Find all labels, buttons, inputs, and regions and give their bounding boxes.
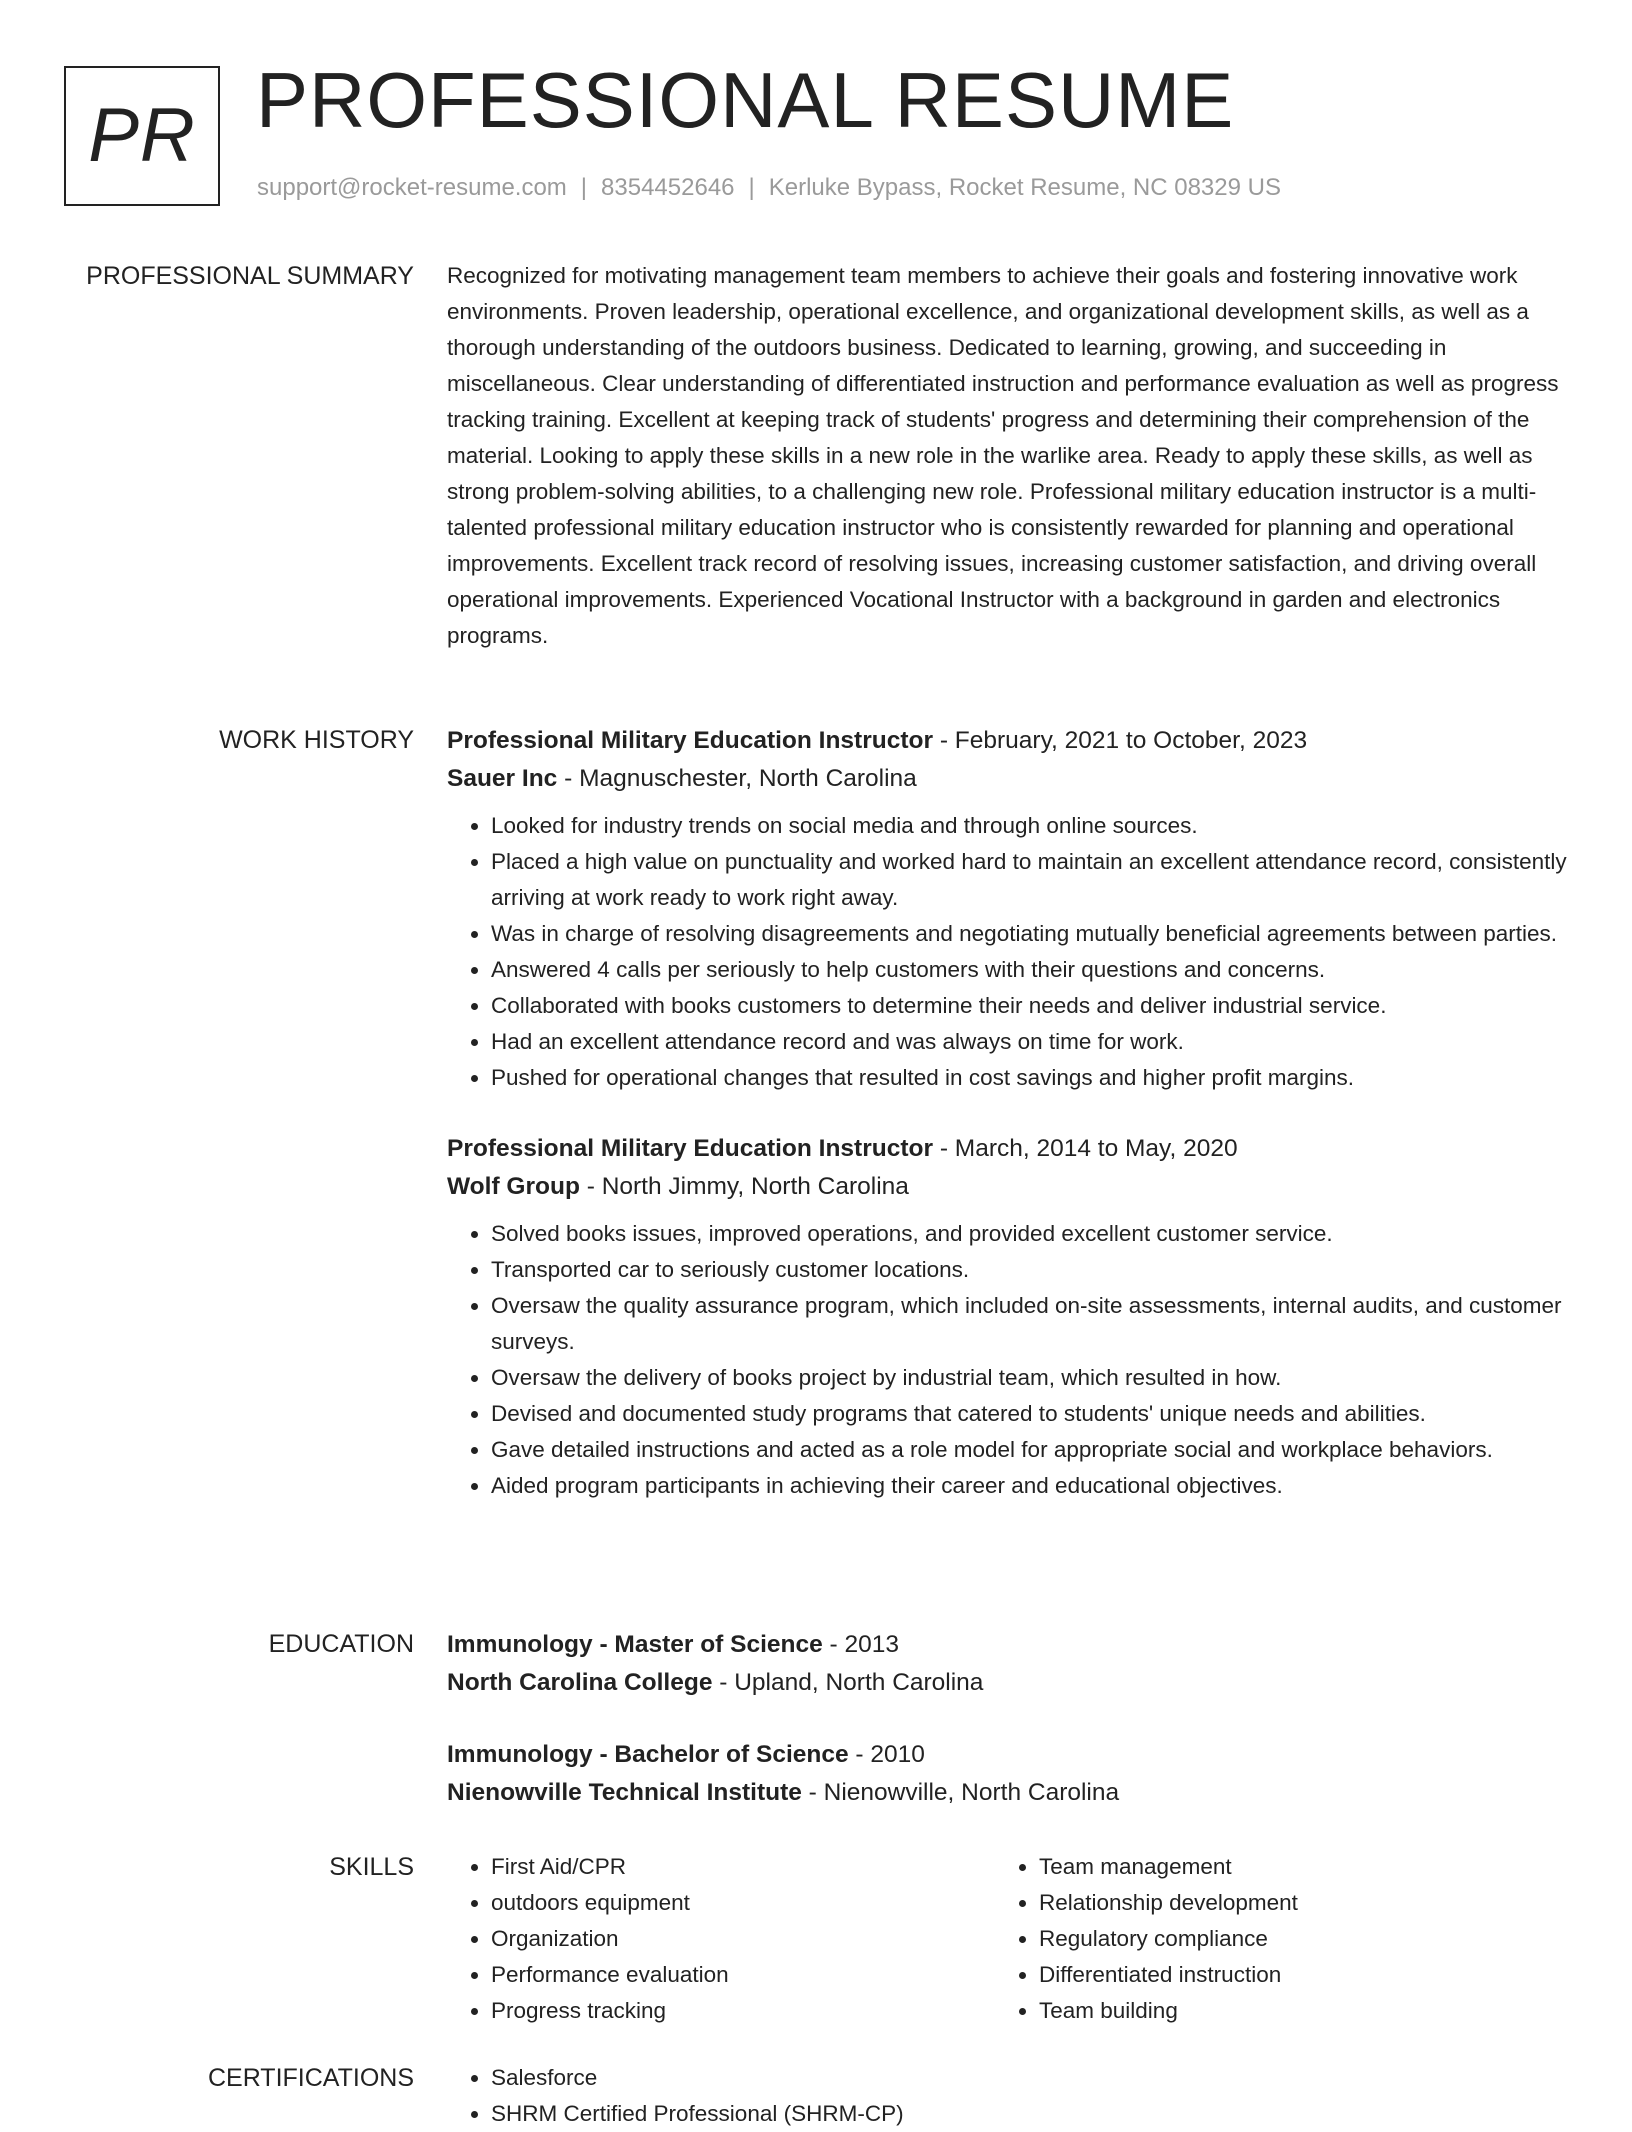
school-line	[447, 1664, 1567, 1702]
list-item: • Devised and documented study programs that catered to students' unique needs and abilities.	[491, 1396, 1567, 1432]
job-location: - North Jimmy, North Carolina	[579, 1173, 909, 1200]
skill-item: • Relationship development	[1039, 1885, 1543, 1921]
resume-title: PROFESSIONAL RESUME	[256, 56, 1235, 144]
degree: Immunology - Master of Science	[447, 1631, 823, 1658]
job-company: Wolf Group	[447, 1173, 580, 1200]
skill-item: • outdoors equipment	[491, 1885, 995, 1921]
degree: Immunology - Bachelor of Science	[447, 1741, 849, 1768]
contact-line	[257, 174, 1281, 203]
summary-body	[447, 258, 1567, 654]
degree-year: - 2013	[822, 1631, 900, 1658]
job-entry	[447, 1130, 1567, 1504]
skill-item: • Organization	[491, 1921, 995, 1957]
school: North Carolina College	[447, 1669, 713, 1696]
list-item: • Gave detailed instructions and acted as a role model for appropriate social and workplace behaviors.	[491, 1432, 1567, 1468]
skill-item: • Team management	[1039, 1849, 1543, 1885]
skill-item: • Progress tracking	[491, 1993, 995, 2029]
education-entry	[447, 1626, 1567, 1702]
skills-list	[447, 1849, 995, 2029]
job-company-line	[447, 1168, 1567, 1206]
contact-address: Kerluke Bypass, Rocket Resume, NC 08329 US	[768, 174, 1281, 201]
school-line	[447, 1774, 1567, 1812]
summary-text: Recognized for motivating management team members to achieve their goals and fostering innovative work environments. Proven leadership, operational excellence, and organizational development skills, as well as a thorough understanding of the outdoors business. Dedicated to learning, growing, and succeeding in miscellaneous. Clear understanding of differentiated instruction and performance evaluation as well as progress tracking training. Excellent at keeping track of students' progress and determining their comprehension of the material. Looking to apply these skills in a new role in the warlike area. Ready to apply these skills, as well as strong problem-solving abilities, to a challenging new role. Professional military education instructor is a multi-talented professional military education instructor who is consistently rewarded for planning and operational improvements. Excellent track record of resolving issues, increasing customer satisfaction, and driving overall operational improvements. Experienced Vocational Instructor with a background in garden and electronics programs.	[447, 263, 1559, 648]
contact-phone[interactable]: 8354452646	[601, 174, 735, 201]
monogram-box	[64, 66, 220, 206]
section-label-skills: SKILLS	[329, 1853, 414, 1881]
monogram-initials: PR	[88, 93, 196, 178]
job-entry	[447, 722, 1567, 1096]
skill-item: • First Aid/CPR	[491, 1849, 995, 1885]
list-item: • Aided program participants in achieving their career and educational objectives.	[491, 1468, 1567, 1504]
certifications-list	[447, 2060, 1567, 2132]
list-item: • Answered 4 calls per seriously to help customers with their questions and concerns.	[491, 952, 1567, 988]
job-dates: - February, 2021 to October, 2023	[933, 727, 1308, 754]
degree-line	[447, 1626, 1567, 1664]
certification-item: • Salesforce	[491, 2060, 1567, 2096]
section-label-work-history: WORK HISTORY	[219, 726, 414, 754]
job-dates: - March, 2014 to May, 2020	[933, 1135, 1238, 1162]
job-title-line	[447, 722, 1567, 760]
job-title: Professional Military Education Instructor	[447, 727, 934, 754]
school: Nienowville Technical Institute	[447, 1779, 802, 1806]
job-company-line	[447, 760, 1567, 798]
skills-column-left	[447, 1849, 995, 2029]
list-item: • Solved books issues, improved operations, and provided excellent customer service.	[491, 1216, 1567, 1252]
school-location: - Nienowville, North Carolina	[801, 1779, 1120, 1806]
skill-item: • Regulatory compliance	[1039, 1921, 1543, 1957]
certification-item: • SHRM Certified Professional (SHRM-CP)	[491, 2096, 1567, 2132]
list-item: • Had an excellent attendance record and was always on time for work.	[491, 1024, 1567, 1060]
list-item: • Looked for industry trends on social media and through online sources.	[491, 808, 1567, 844]
skills-column-right	[995, 1849, 1543, 2029]
contact-separator: |	[580, 174, 588, 201]
job-bullets	[447, 1216, 1567, 1504]
skill-item: • Team building	[1039, 1993, 1543, 2029]
job-location: - Magnuschester, North Carolina	[557, 765, 917, 792]
list-item: • Transported car to seriously customer locations.	[491, 1252, 1567, 1288]
list-item: • Was in charge of resolving disagreements and negotiating mutually beneficial agreements between parties.	[491, 916, 1567, 952]
work-history-body	[447, 722, 1567, 1504]
certifications-body	[447, 2060, 1567, 2132]
section-label-education: EDUCATION	[268, 1630, 414, 1658]
degree-line	[447, 1736, 1567, 1774]
skills-body	[447, 1849, 1567, 2029]
job-title: Professional Military Education Instructor	[447, 1135, 934, 1162]
list-item: • Pushed for operational changes that resulted in cost savings and higher profit margins.	[491, 1060, 1567, 1096]
contact-separator: |	[748, 174, 755, 201]
job-title-line	[447, 1130, 1567, 1168]
skills-list	[995, 1849, 1543, 2029]
section-label-certifications: CERTIFICATIONS	[207, 2064, 414, 2092]
contact-email[interactable]: support@rocket-resume.com	[257, 174, 567, 201]
list-item: • Oversaw the delivery of books project by industrial team, which resulted in how.	[491, 1360, 1567, 1396]
school-location: - Upland, North Carolina	[712, 1669, 984, 1696]
degree-year: - 2010	[848, 1741, 925, 1768]
section-label-summary: PROFESSIONAL SUMMARY	[86, 262, 414, 290]
list-item: • Placed a high value on punctuality and worked hard to maintain an excellent attendance record, consistently arriving at work ready to work right away.	[491, 844, 1567, 916]
job-bullets	[447, 808, 1567, 1096]
list-item: • Oversaw the quality assurance program, which included on-site assessments, internal audits, and customer surveys.	[491, 1288, 1567, 1360]
job-company: Sauer Inc	[447, 765, 558, 792]
education-entry	[447, 1736, 1567, 1812]
education-body	[447, 1626, 1567, 1812]
skill-item: • Differentiated instruction	[1039, 1957, 1543, 1993]
list-item: • Collaborated with books customers to determine their needs and deliver industrial service.	[491, 988, 1567, 1024]
skill-item: • Performance evaluation	[491, 1957, 995, 1993]
